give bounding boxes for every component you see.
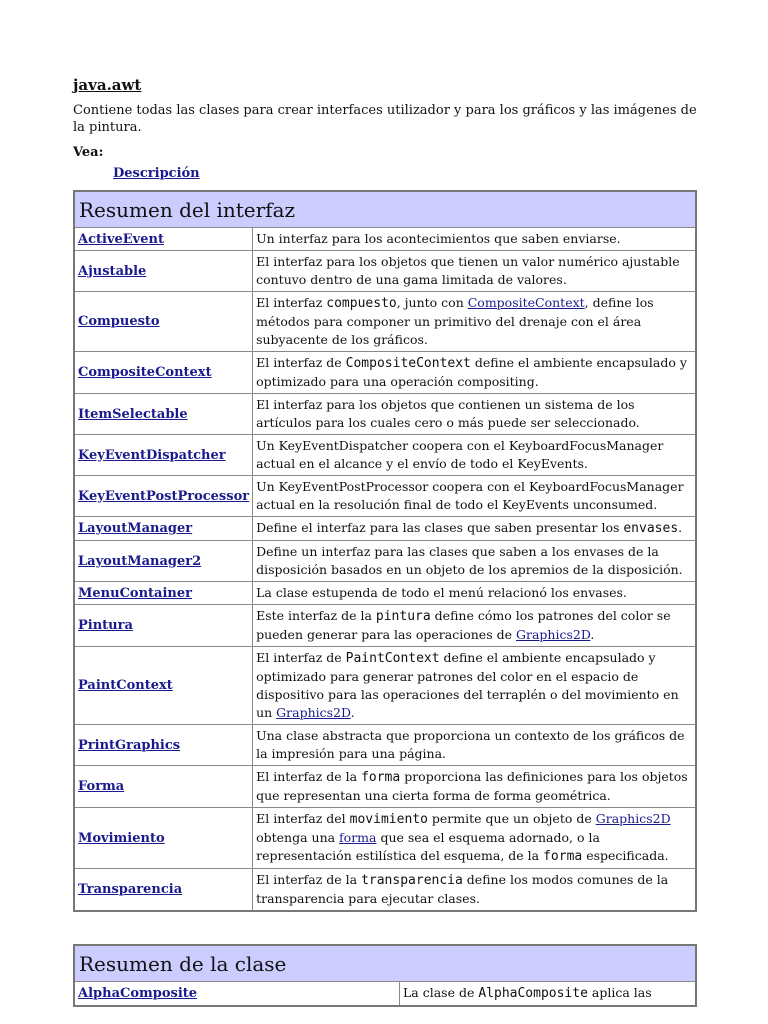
description-text: permite que un objeto de: [427, 811, 596, 826]
type-name-cell: [74, 251, 253, 292]
type-name-cell: [74, 352, 253, 394]
type-name-cell: [74, 605, 253, 647]
description-text: .: [678, 520, 683, 535]
type-name-cell: [74, 394, 253, 435]
interface-summary-header: [74, 191, 696, 228]
type-name-cell: [74, 808, 253, 869]
description-text: obtenga una: [256, 830, 340, 845]
description-text: El interfaz de: [256, 355, 346, 370]
type-description-cell: [253, 435, 696, 476]
class-summary-rows: [74, 982, 696, 1007]
inline-type-link[interactable]: forma: [339, 830, 377, 845]
inline-type-link[interactable]: CompositeContext: [467, 295, 585, 310]
see-label: Vea:: [73, 145, 104, 160]
description-text: define el ambiente encapsulado y optimizado para generar patrones del color en el espacio de dispositivo para las operaciones del terraplén o del movimiento en un: [256, 650, 679, 720]
description-text: Un KeyEventDispatcher coopera con el KeyboardFocusManager actual en el alcance y el envío de todo el KeyEvents.: [256, 438, 664, 471]
type-name-link[interactable]: Pintura: [78, 618, 133, 633]
type-name-cell: [74, 476, 253, 517]
table-row: [74, 394, 696, 435]
type-name-link[interactable]: PaintContext: [78, 678, 173, 693]
description-text: especificada.: [582, 848, 669, 863]
type-description-cell: [253, 352, 696, 394]
type-description-cell: [253, 476, 696, 517]
type-name-cell: [74, 725, 253, 766]
class-summary-heading: Resumen de la clase: [74, 945, 696, 982]
inline-type-link[interactable]: Graphics2D: [595, 811, 671, 826]
inline-code: PaintContext: [345, 651, 440, 666]
description-text: La clase estupenda de todo el menú relacionó los envases.: [256, 585, 627, 600]
type-name-link[interactable]: KeyEventDispatcher: [78, 447, 226, 463]
description-text: Un KeyEventPostProcessor coopera con el KeyboardFocusManager actual en la resolución final de todo el KeyEvents unconsumed.: [256, 479, 684, 512]
table-row: [74, 605, 696, 647]
table-row: [74, 766, 696, 808]
type-name-link[interactable]: Forma: [78, 779, 125, 794]
type-name-cell: [74, 541, 253, 582]
type-description-cell: [253, 541, 696, 582]
package-description: Contiene todas las clases para crear interfaces utilizador y para los gráficos y las imágenes de la pintura.: [73, 103, 697, 135]
description-text: Una clase abstracta que proporciona un contexto de los gráficos de la impresión para una página.: [256, 728, 685, 761]
description-text: define el ambiente encapsulado y optimizado para una operación compositing.: [256, 355, 687, 389]
description-text: Define un interfaz para las clases que saben a los envases de la disposición basados en un objeto de los apremios de la disposición.: [256, 544, 683, 577]
type-description-cell: [400, 982, 697, 1007]
type-name-link[interactable]: Transparencia: [78, 882, 183, 897]
table-row: [74, 647, 696, 725]
description-text: El interfaz de la: [256, 769, 362, 784]
description-link[interactable]: Descripción: [113, 166, 200, 181]
description-text: Un interfaz para los acontecimientos que saben enviarse.: [256, 231, 621, 246]
type-name-cell: [74, 766, 253, 808]
description-text: Este interfaz de la: [256, 608, 376, 623]
type-name-cell: [74, 292, 253, 352]
class-summary-header: [74, 945, 696, 982]
inline-type-link[interactable]: Graphics2D: [515, 627, 591, 642]
description-text: La clase de: [403, 985, 479, 1000]
table-row: [74, 869, 696, 912]
type-description-cell: [253, 292, 696, 352]
inline-code: AlphaComposite: [478, 986, 588, 1001]
interface-summary-heading: Resumen del interfaz: [74, 191, 696, 228]
table-row: [74, 982, 696, 1007]
inline-type-link[interactable]: Graphics2D: [276, 705, 351, 720]
type-name-link[interactable]: MenuContainer: [78, 585, 192, 601]
type-name-cell: [74, 869, 253, 912]
class-summary-table: [73, 944, 697, 1007]
type-name-link[interactable]: PrintGraphics: [78, 737, 181, 753]
description-text: , junto con: [396, 295, 468, 310]
type-name-link[interactable]: Ajustable: [78, 263, 147, 279]
type-description-cell: [253, 517, 696, 541]
type-name-link[interactable]: Compuesto: [78, 314, 160, 329]
description-text: El interfaz de: [256, 650, 346, 665]
description-text: .: [590, 627, 595, 642]
inline-code: forma: [361, 770, 401, 785]
type-name-link[interactable]: LayoutManager: [78, 521, 193, 536]
type-name-cell: [74, 982, 400, 1007]
type-description-cell: [253, 725, 696, 766]
table-row: [74, 517, 696, 541]
table-row: [74, 352, 696, 394]
package-title: java.awt: [73, 76, 142, 94]
description-text: El interfaz: [256, 295, 327, 310]
inline-code: CompositeContext: [345, 356, 471, 371]
type-name-link[interactable]: LayoutManager2: [78, 553, 202, 569]
interface-summary-table: [73, 190, 697, 912]
type-name-cell: [74, 228, 253, 251]
description-text: El interfaz para los objetos que contienen un sistema de los artículos para los cuales cero o más puede ser seleccionado.: [256, 397, 640, 430]
type-name-cell: [74, 582, 253, 605]
description-text: Define el interfaz para las clases que saben presentar los: [256, 520, 624, 535]
type-description-cell: [253, 766, 696, 808]
description-text: aplica las: [587, 985, 652, 1000]
inline-code: forma: [543, 849, 583, 864]
type-name-link[interactable]: ItemSelectable: [78, 406, 188, 422]
type-description-cell: [253, 808, 696, 869]
description-text: El interfaz del: [256, 811, 350, 826]
description-text: El interfaz de la: [256, 872, 362, 887]
description-text: proporciona las definiciones para los objetos que representan una cierta forma de forma geométrica.: [256, 769, 688, 803]
description-text: define los modos comunes de la transparencia para ejecutar clases.: [256, 872, 669, 906]
type-description-cell: [253, 647, 696, 725]
type-description-cell: [253, 582, 696, 605]
inline-code: pintura: [375, 609, 431, 624]
type-name-link[interactable]: KeyEventPostProcessor: [78, 488, 250, 504]
type-name-link[interactable]: CompositeContext: [78, 365, 212, 380]
interface-summary-rows: [74, 228, 696, 912]
table-row: [74, 725, 696, 766]
description-text: define cómo los patrones del color se pueden generar para las operaciones de: [256, 608, 671, 642]
table-row: [74, 251, 696, 292]
type-description-cell: [253, 869, 696, 912]
description-text: .: [350, 705, 355, 720]
table-row: [74, 228, 696, 251]
type-description-cell: [253, 251, 696, 292]
description-text: , define los métodos para componer un primitivo del drenaje con el área subyacente de los gráficos.: [256, 295, 654, 347]
inline-code: compuesto: [326, 296, 397, 311]
type-name-link[interactable]: Movimiento: [78, 830, 165, 846]
description-text: El interfaz para los objetos que tienen un valor numérico ajustable contuvo dentro de una gama limitada de valores.: [256, 254, 680, 287]
type-name-link[interactable]: AlphaComposite: [78, 986, 198, 1001]
type-name-cell: [74, 517, 253, 541]
table-row: [74, 541, 696, 582]
table-row: [74, 435, 696, 476]
inline-code: envases: [623, 521, 679, 536]
table-row: [74, 292, 696, 352]
type-name-cell: [74, 647, 253, 725]
inline-code: movimiento: [349, 812, 428, 827]
package-summary-page: [73, 76, 697, 1007]
type-description-cell: [253, 228, 696, 251]
table-row: [74, 476, 696, 517]
section-spacer: [73, 912, 697, 936]
type-description-cell: [253, 394, 696, 435]
description-text: que sea el esquema adornado, o la representación estilística del esquema, de la: [256, 830, 600, 863]
table-row: [74, 582, 696, 605]
inline-code: transparencia: [361, 873, 463, 888]
type-name-cell: [74, 435, 253, 476]
type-description-cell: [253, 605, 696, 647]
type-name-link[interactable]: ActiveEvent: [78, 231, 164, 247]
table-row: [74, 808, 696, 869]
